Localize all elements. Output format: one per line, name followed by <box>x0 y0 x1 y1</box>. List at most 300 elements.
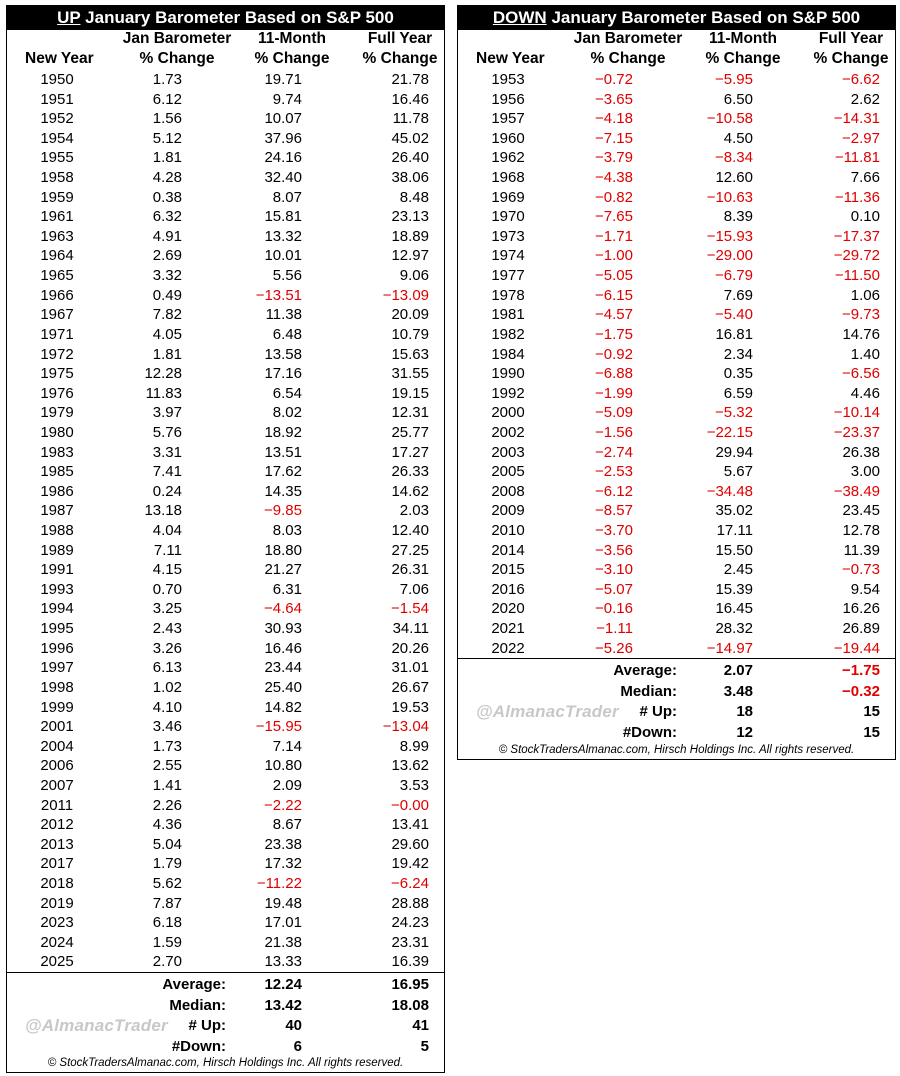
full-year-cell: 11.39 <box>843 541 880 559</box>
full-year-cell: 8.48 <box>399 188 429 206</box>
full-year-cell: 31.55 <box>391 365 429 383</box>
full-year-cell: −11.36 <box>834 188 880 206</box>
full-year-cell: 12.97 <box>391 247 429 265</box>
year-cell: 1976 <box>40 384 74 402</box>
full-year-cell: 14.62 <box>391 482 429 500</box>
table-row <box>7 776 444 796</box>
eleven-month-cell: −4.64 <box>264 600 302 618</box>
eleven-month-cell: 35.02 <box>715 502 753 520</box>
full-year-cell: −14.31 <box>833 110 880 128</box>
down-count-up-11mo: 18 <box>736 703 753 721</box>
table-row <box>7 305 444 325</box>
full-year-cell: 38.06 <box>391 169 429 187</box>
eleven-month-cell: 17.01 <box>264 914 302 932</box>
full-year-cell: 26.89 <box>842 620 880 638</box>
eleven-month-cell: −14.97 <box>706 639 753 657</box>
table-row <box>458 129 895 149</box>
full-year-cell: 3.00 <box>850 463 880 481</box>
eleven-month-cell: 15.39 <box>715 580 753 598</box>
eleven-month-cell: 6.48 <box>272 325 302 343</box>
jan-change-cell: −4.18 <box>595 110 633 128</box>
down-watermark: @AlmanacTrader <box>476 702 619 722</box>
table-row <box>7 835 444 855</box>
full-year-cell: −1.54 <box>391 600 429 618</box>
down-count-up-row <box>458 702 895 723</box>
down-header-year: New Year <box>476 50 545 67</box>
year-cell: 1996 <box>40 639 74 657</box>
table-row <box>458 482 895 502</box>
full-year-cell: 26.40 <box>391 149 429 167</box>
eleven-month-cell: 17.62 <box>264 463 302 481</box>
table-row <box>7 913 444 933</box>
table-row <box>7 227 444 247</box>
table-row <box>458 443 895 463</box>
eleven-month-cell: −6.79 <box>715 267 753 285</box>
jan-change-cell: 7.11 <box>153 541 182 559</box>
table-row <box>7 658 444 678</box>
full-year-cell: 19.42 <box>391 855 429 873</box>
full-year-cell: 19.15 <box>391 384 429 402</box>
up-watermark: @AlmanacTrader <box>25 1016 168 1036</box>
up-average-row <box>7 975 444 996</box>
year-cell: 1964 <box>40 247 74 265</box>
jan-change-cell: 11.83 <box>145 384 182 402</box>
full-year-cell: 26.33 <box>391 463 429 481</box>
year-cell: 1962 <box>491 149 525 167</box>
eleven-month-cell: −15.95 <box>255 718 302 736</box>
eleven-month-cell: 10.01 <box>264 247 302 265</box>
full-year-cell: 31.01 <box>391 659 429 677</box>
eleven-month-cell: 17.16 <box>264 365 302 383</box>
table-row <box>7 462 444 482</box>
jan-change-cell: −0.72 <box>595 71 633 88</box>
eleven-month-cell: 15.50 <box>715 541 753 559</box>
down-average-fy: −1.75 <box>842 662 880 680</box>
table-row <box>458 619 895 639</box>
eleven-month-cell: 16.46 <box>264 639 302 657</box>
table-row <box>7 364 444 384</box>
eleven-month-cell: 2.09 <box>272 776 302 794</box>
jan-change-cell: −5.05 <box>595 267 633 285</box>
up-median-11mo: 13.42 <box>264 996 302 1014</box>
up-count-up-row <box>7 1016 444 1037</box>
table-row <box>7 188 444 208</box>
jan-change-cell: 7.82 <box>152 306 182 324</box>
year-cell: 1957 <box>491 110 525 128</box>
up-count-down-11mo: 6 <box>293 1037 302 1055</box>
jan-change-cell: 3.31 <box>152 443 182 461</box>
table-row <box>7 599 444 619</box>
jan-change-cell: 1.79 <box>152 855 182 873</box>
year-cell: 1994 <box>40 600 74 618</box>
full-year-cell: −6.62 <box>842 71 880 88</box>
year-cell: 1995 <box>40 620 74 638</box>
year-cell: 1990 <box>491 365 525 383</box>
table-row <box>458 560 895 580</box>
full-year-cell: 18.89 <box>391 227 429 245</box>
down-median-fy: −0.32 <box>842 682 880 700</box>
year-cell: 1975 <box>40 365 74 383</box>
eleven-month-cell: 7.14 <box>272 737 302 755</box>
down-average-row <box>458 661 895 682</box>
year-cell: 2017 <box>40 855 74 873</box>
down-barometer-table <box>457 5 896 760</box>
year-cell: 2013 <box>40 835 74 853</box>
down-title-rest: January Barometer Based on S&P 500 <box>546 8 861 27</box>
table-row <box>458 266 895 286</box>
jan-change-cell: 2.43 <box>152 620 182 638</box>
down-header-jan-2: % Change <box>590 50 666 67</box>
table-row <box>458 148 895 168</box>
year-cell: 2001 <box>40 718 74 736</box>
full-year-cell: −19.44 <box>833 639 880 657</box>
jan-change-cell: −4.38 <box>595 169 633 187</box>
up-header-11mo-2: % Change <box>254 50 330 67</box>
eleven-month-cell: 13.58 <box>264 345 302 363</box>
year-cell: 1991 <box>40 561 74 579</box>
up-median-label: Median: <box>169 996 226 1014</box>
eleven-month-cell: 29.94 <box>715 443 753 461</box>
full-year-cell: 34.11 <box>392 620 429 638</box>
year-cell: 1983 <box>40 443 74 461</box>
year-cell: 1959 <box>40 188 74 206</box>
full-year-cell: 13.41 <box>391 816 429 834</box>
jan-change-cell: −4.57 <box>595 306 633 324</box>
eleven-month-cell: 14.82 <box>264 698 302 716</box>
jan-change-cell: −1.00 <box>595 247 633 265</box>
eleven-month-cell: −34.48 <box>706 482 753 500</box>
year-cell: 2021 <box>491 620 525 638</box>
full-year-cell: −10.14 <box>833 404 880 422</box>
jan-change-cell: 3.26 <box>152 639 182 657</box>
up-count-up-fy: 41 <box>412 1017 429 1035</box>
jan-change-cell: 4.05 <box>152 325 182 343</box>
table-row <box>7 933 444 953</box>
eleven-month-cell: 8.67 <box>272 816 302 834</box>
jan-change-cell: −8.57 <box>595 502 633 520</box>
down-header-fy-2: % Change <box>813 50 889 67</box>
jan-change-cell: −7.15 <box>595 129 633 147</box>
up-header-11mo-1: 11-Month <box>257 30 327 47</box>
full-year-cell: −9.73 <box>842 306 880 324</box>
year-cell: 1997 <box>40 659 74 677</box>
year-cell: 1973 <box>491 227 525 245</box>
table-row <box>458 168 895 188</box>
full-year-cell: 16.46 <box>391 90 429 108</box>
eleven-month-cell: −9.85 <box>264 502 302 520</box>
full-year-cell: −0.00 <box>391 796 429 814</box>
full-year-cell: 4.46 <box>850 384 880 402</box>
eleven-month-cell: 8.39 <box>723 208 753 226</box>
jan-change-cell: 0.38 <box>152 188 182 206</box>
eleven-month-cell: −10.58 <box>706 110 753 128</box>
full-year-cell: 17.27 <box>391 443 429 461</box>
down-table-body <box>458 70 895 658</box>
year-cell: 2000 <box>491 404 525 422</box>
up-table-body <box>7 70 444 972</box>
year-cell: 1968 <box>491 169 525 187</box>
full-year-cell: 3.53 <box>399 776 429 794</box>
down-header-11mo-2: % Change <box>705 50 781 67</box>
eleven-month-cell: 12.60 <box>715 169 753 187</box>
up-average-fy: 16.95 <box>391 976 429 994</box>
eleven-month-cell: −29.00 <box>706 247 753 265</box>
table-row <box>7 286 444 306</box>
eleven-month-cell: −10.63 <box>706 188 753 206</box>
full-year-cell: 23.13 <box>391 208 429 226</box>
year-cell: 2012 <box>40 816 74 834</box>
jan-change-cell: −3.56 <box>595 541 633 559</box>
year-cell: 1969 <box>491 188 525 206</box>
jan-change-cell: 3.97 <box>152 404 182 422</box>
jan-change-cell: 2.55 <box>152 757 182 775</box>
eleven-month-cell: 16.81 <box>715 325 753 343</box>
down-count-down-11mo: 12 <box>736 723 753 741</box>
eleven-month-cell: −13.51 <box>255 286 302 304</box>
up-title-rest: January Barometer Based on S&P 500 <box>80 8 394 27</box>
year-cell: 2010 <box>491 522 525 540</box>
year-cell: 2018 <box>40 874 74 892</box>
jan-change-cell: 5.04 <box>152 835 182 853</box>
jan-change-cell: −1.71 <box>595 227 633 245</box>
up-median-fy: 18.08 <box>391 996 429 1014</box>
table-row <box>7 874 444 894</box>
jan-change-cell: 3.46 <box>152 718 182 736</box>
up-count-down-fy: 5 <box>420 1037 429 1055</box>
year-cell: 2024 <box>40 933 74 951</box>
up-count-down-row <box>7 1037 444 1058</box>
jan-change-cell: 3.32 <box>152 267 182 285</box>
jan-change-cell: −3.70 <box>595 522 633 540</box>
year-cell: 2015 <box>491 561 525 579</box>
up-header-year: New Year <box>25 50 94 67</box>
table-row <box>7 384 444 404</box>
up-median-row <box>7 996 444 1017</box>
table-row <box>7 854 444 874</box>
eleven-month-cell: 13.32 <box>264 227 302 245</box>
jan-change-cell: 5.12 <box>152 129 182 147</box>
year-cell: 1950 <box>40 71 74 88</box>
year-cell: 1999 <box>40 698 74 716</box>
eleven-month-cell: 14.35 <box>264 482 302 500</box>
eleven-month-cell: 2.34 <box>723 345 753 363</box>
year-cell: 1981 <box>491 306 525 324</box>
year-cell: 1955 <box>40 149 74 167</box>
full-year-cell: −38.49 <box>833 482 880 500</box>
eleven-month-cell: −11.22 <box>256 874 302 892</box>
table-row <box>7 580 444 600</box>
down-table-summary <box>458 658 895 743</box>
full-year-cell: 27.25 <box>391 541 429 559</box>
year-cell: 1951 <box>40 90 74 108</box>
table-row <box>7 796 444 816</box>
table-row <box>458 501 895 521</box>
jan-change-cell: 0.49 <box>152 286 182 304</box>
up-count-up-11mo: 40 <box>285 1017 302 1035</box>
full-year-cell: −23.37 <box>833 423 880 441</box>
jan-change-cell: 13.18 <box>144 502 182 520</box>
table-row <box>7 639 444 659</box>
table-row <box>458 599 895 619</box>
table-row <box>7 345 444 365</box>
full-year-cell: 13.62 <box>391 757 429 775</box>
table-row <box>7 501 444 521</box>
table-row <box>7 952 444 972</box>
table-row <box>458 305 895 325</box>
eleven-month-cell: −22.15 <box>706 423 753 441</box>
year-cell: 1963 <box>40 227 74 245</box>
full-year-cell: 2.03 <box>399 502 429 520</box>
jan-change-cell: 4.28 <box>152 169 182 187</box>
year-cell: 2006 <box>40 757 74 775</box>
jan-change-cell: −2.53 <box>595 463 633 481</box>
full-year-cell: −6.24 <box>391 874 429 892</box>
down-count-up-fy: 15 <box>863 703 880 721</box>
down-header-fy-1: Full Year <box>818 30 884 47</box>
up-header-fy-1: Full Year <box>367 30 433 47</box>
eleven-month-cell: 21.38 <box>264 933 302 951</box>
jan-change-cell: −3.65 <box>595 90 633 108</box>
full-year-cell: −13.04 <box>382 718 429 736</box>
table-row <box>458 109 895 129</box>
eleven-month-cell: 8.02 <box>272 404 302 422</box>
down-count-up-label: # Up: <box>639 703 677 721</box>
table-row <box>7 70 444 90</box>
full-year-cell: 21.78 <box>391 71 429 88</box>
eleven-month-cell: 6.31 <box>272 580 302 598</box>
up-header-fy-2: % Change <box>362 50 438 67</box>
year-cell: 1956 <box>491 90 525 108</box>
eleven-month-cell: 24.16 <box>264 149 302 167</box>
full-year-cell: 23.31 <box>391 933 429 951</box>
jan-change-cell: 1.73 <box>152 71 182 88</box>
eleven-month-cell: 18.80 <box>264 541 302 559</box>
eleven-month-cell: 10.07 <box>264 110 302 128</box>
year-cell: 2025 <box>40 953 74 971</box>
up-barometer-table <box>6 5 445 1073</box>
table-row <box>458 325 895 345</box>
jan-change-cell: −3.79 <box>595 149 633 167</box>
jan-change-cell: 4.91 <box>152 227 182 245</box>
down-copyright: © StockTradersAlmanac.com, Hirsch Holdings Inc. All rights reserved. <box>498 744 855 756</box>
year-cell: 1961 <box>40 208 74 226</box>
full-year-cell: 20.09 <box>391 306 429 324</box>
year-cell: 2020 <box>491 600 525 618</box>
full-year-cell: 10.79 <box>391 325 429 343</box>
jan-change-cell: 6.32 <box>152 208 182 226</box>
table-row <box>458 286 895 306</box>
full-year-cell: 45.02 <box>391 129 429 147</box>
down-count-down-label: #Down: <box>622 723 677 741</box>
up-count-up-label: # Up: <box>188 1017 226 1035</box>
eleven-month-cell: 21.27 <box>264 561 302 579</box>
jan-change-cell: −5.07 <box>595 580 633 598</box>
down-table-header <box>458 30 895 70</box>
jan-change-cell: −6.88 <box>595 365 633 383</box>
full-year-cell: 26.31 <box>391 561 429 579</box>
full-year-cell: 9.06 <box>399 267 429 285</box>
year-cell: 1989 <box>40 541 74 559</box>
jan-change-cell: 4.10 <box>152 698 182 716</box>
table-row <box>7 148 444 168</box>
jan-change-cell: −6.12 <box>595 482 633 500</box>
eleven-month-cell: −8.34 <box>715 149 753 167</box>
year-cell: 2003 <box>491 443 525 461</box>
year-cell: 2002 <box>491 423 525 441</box>
eleven-month-cell: 11.38 <box>265 306 302 324</box>
full-year-cell: 25.77 <box>391 423 429 441</box>
down-average-11mo: 2.07 <box>723 662 753 680</box>
eleven-month-cell: 0.35 <box>723 365 753 383</box>
full-year-cell: 15.63 <box>391 345 429 363</box>
year-cell: 2004 <box>40 737 74 755</box>
full-year-cell: −29.72 <box>833 247 880 265</box>
table-row <box>7 168 444 188</box>
up-copyright: © StockTradersAlmanac.com, Hirsch Holdings Inc. All rights reserved. <box>47 1057 404 1069</box>
full-year-cell: 1.40 <box>850 345 880 363</box>
jan-change-cell: 1.81 <box>152 149 182 167</box>
year-cell: 2016 <box>491 580 525 598</box>
table-row <box>7 109 444 129</box>
jan-change-cell: −6.15 <box>595 286 633 304</box>
table-row <box>7 403 444 423</box>
year-cell: 1960 <box>491 129 525 147</box>
table-row <box>7 129 444 149</box>
eleven-month-cell: 37.96 <box>264 129 302 147</box>
up-table-header <box>7 30 444 70</box>
jan-change-cell: 2.70 <box>152 953 182 971</box>
full-year-cell: 7.06 <box>399 580 429 598</box>
full-year-cell: 11.78 <box>392 110 429 128</box>
year-cell: 1987 <box>40 502 74 520</box>
eleven-month-cell: 18.92 <box>264 423 302 441</box>
table-row <box>7 266 444 286</box>
full-year-cell: 24.23 <box>391 914 429 932</box>
eleven-month-cell: 16.45 <box>715 600 753 618</box>
year-cell: 2007 <box>40 776 74 794</box>
eleven-month-cell: −2.22 <box>264 796 302 814</box>
full-year-cell: 26.67 <box>391 678 429 696</box>
eleven-month-cell: 23.44 <box>264 659 302 677</box>
eleven-month-cell: 5.67 <box>723 463 753 481</box>
table-row <box>458 207 895 227</box>
full-year-cell: 26.38 <box>842 443 880 461</box>
down-header-11mo-1: 11-Month <box>708 30 778 47</box>
eleven-month-cell: 6.59 <box>723 384 753 402</box>
eleven-month-cell: 17.32 <box>264 855 302 873</box>
table-row <box>458 246 895 266</box>
year-cell: 1970 <box>491 208 525 226</box>
table-row <box>7 737 444 757</box>
eleven-month-cell: 9.74 <box>272 90 302 108</box>
year-cell: 2023 <box>40 914 74 932</box>
jan-change-cell: 4.36 <box>152 816 182 834</box>
eleven-month-cell: 4.50 <box>723 129 753 147</box>
down-count-down-fy: 15 <box>863 723 880 741</box>
table-row <box>458 188 895 208</box>
eleven-month-cell: 10.80 <box>264 757 302 775</box>
eleven-month-cell: 15.81 <box>264 208 302 226</box>
jan-change-cell: 2.26 <box>152 796 182 814</box>
full-year-cell: −0.73 <box>842 561 880 579</box>
year-cell: 1977 <box>491 267 525 285</box>
full-year-cell: −11.50 <box>834 267 880 285</box>
eleven-month-cell: 6.54 <box>272 384 302 402</box>
table-row <box>458 541 895 561</box>
year-cell: 1993 <box>40 580 74 598</box>
table-row <box>7 678 444 698</box>
jan-change-cell: 2.69 <box>152 247 182 265</box>
